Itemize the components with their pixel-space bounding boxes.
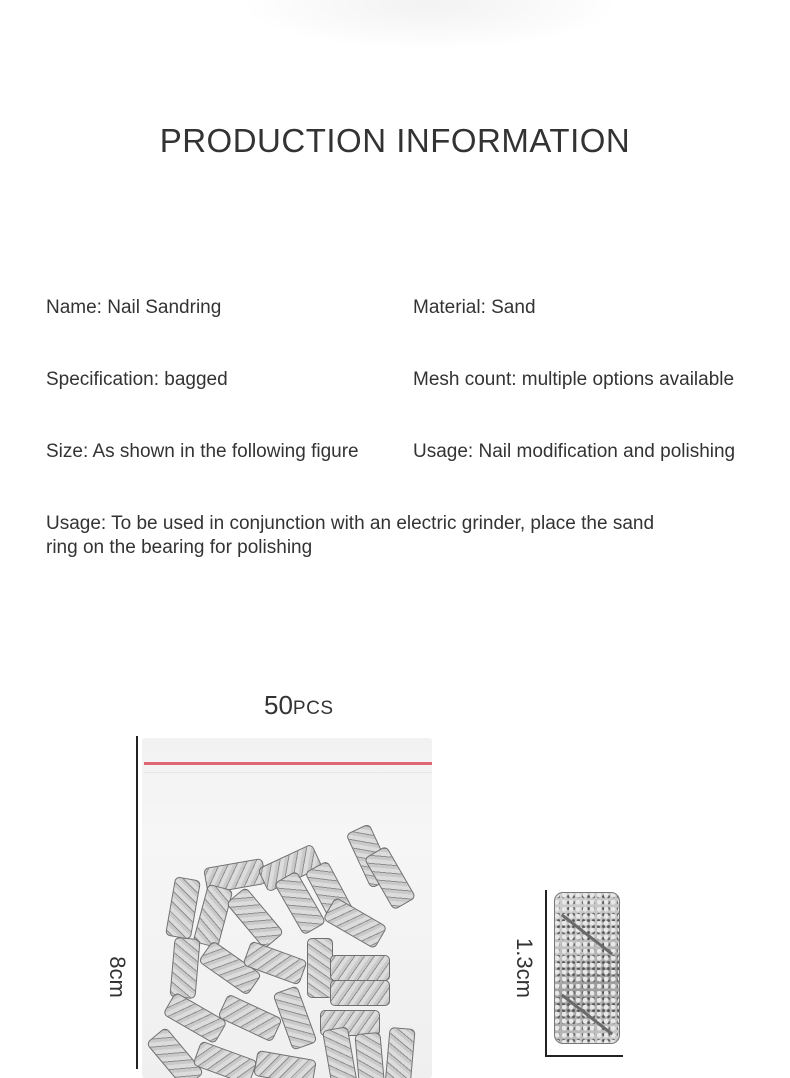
spec-usage: Usage: Nail modification and polishing [413, 441, 736, 462]
sanding-band [253, 1050, 317, 1078]
usage-note-line-2: ring on the bearing for polishing [46, 537, 313, 558]
spec-material: Material: Sand [413, 297, 536, 318]
band-stripe [561, 914, 613, 956]
sanding-band [354, 1032, 385, 1078]
quantity-unit: PCS [292, 698, 334, 719]
zipper-edge [144, 772, 432, 773]
band-stripe [561, 994, 613, 1036]
spec-specification: Specification: bagged [46, 369, 228, 390]
bag-height-label: 8cm [104, 956, 130, 998]
quantity-number: 50 [264, 690, 293, 720]
sanding-band [169, 937, 200, 999]
ring-dimension-vertical-line [545, 890, 547, 1056]
sanding-band [217, 994, 282, 1043]
sanding-band [146, 1027, 204, 1078]
product-shadow-decoration [240, 0, 620, 50]
ring-height-label: 1.3cm [511, 938, 537, 998]
sanding-band [330, 980, 390, 1006]
bag-dimension-line [136, 736, 138, 1069]
single-sanding-band-image [554, 892, 620, 1044]
zipper-seal [144, 762, 432, 765]
spec-mesh-count: Mesh count: multiple options available [413, 369, 735, 390]
section-title: PRODUCTION INFORMATION [159, 122, 631, 159]
quantity-label [264, 690, 334, 721]
ring-dimension-horizontal-line [545, 1055, 623, 1057]
spec-name: Name: Nail Sandring [46, 297, 222, 318]
usage-note [46, 512, 696, 560]
spec-size: Size: As shown in the following figure [46, 441, 359, 462]
sanding-band [330, 955, 390, 981]
bag-of-sanding-bands-image [142, 738, 432, 1078]
sanding-band [226, 887, 284, 950]
sanding-band [384, 1027, 415, 1078]
usage-note-line-1: Usage: To be used in conjunction with an electric grinder, place the sand [46, 513, 655, 534]
